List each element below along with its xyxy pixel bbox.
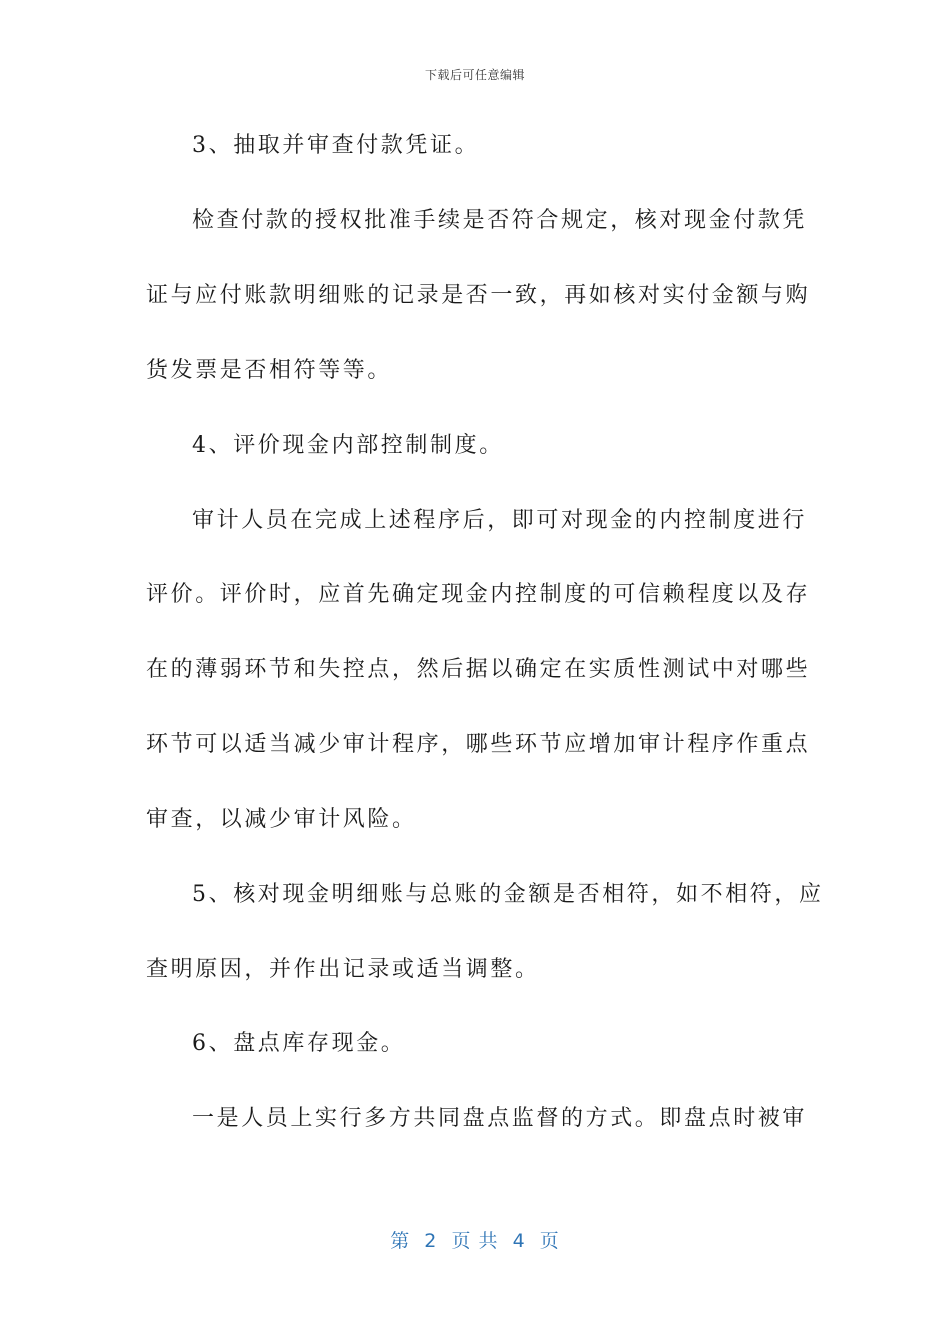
paragraph-line: 审计人员在完成上述程序后，即可对现金的内控制度进行 (192, 508, 808, 533)
paragraph-line: 在的薄弱环节和失控点，然后据以确定在实质性测试中对哪些 (146, 657, 811, 682)
page-number-footer: 第 2 页 共 4 页 (390, 1230, 560, 1252)
paragraph-line: 证与应付账款明细账的记录是否一致，再如核对实付金额与购 (146, 283, 811, 308)
paragraph-line: 一是人员上实行多方共同盘点监督的方式。即盘点时被审 (192, 1106, 808, 1131)
paragraph-line: 审查，以减少审计风险。 (146, 807, 417, 832)
paragraph-line: 评价。评价时，应首先确定现金内控制度的可信赖程度以及存 (146, 582, 811, 607)
heading-item-6: 6、盘点库存现金。 (192, 1031, 406, 1056)
paragraph-line: 环节可以适当减少审计程序，哪些环节应增加审计程序作重点 (146, 732, 811, 757)
heading-item-5: 5、核对现金明细账与总账的金额是否相符，如不相符，应 (192, 882, 824, 907)
heading-item-3: 3、抽取并审查付款凭证。 (192, 133, 480, 158)
paragraph-line: 货发票是否相符等等。 (146, 358, 393, 383)
paragraph-line: 检查付款的授权批准手续是否符合规定，核对现金付款凭 (192, 208, 808, 233)
paragraph-line: 查明原因，并作出记录或适当调整。 (146, 957, 540, 982)
heading-item-4: 4、评价现金内部控制制度。 (192, 433, 504, 458)
page-header: 下载后可任意编辑 (424, 68, 525, 82)
